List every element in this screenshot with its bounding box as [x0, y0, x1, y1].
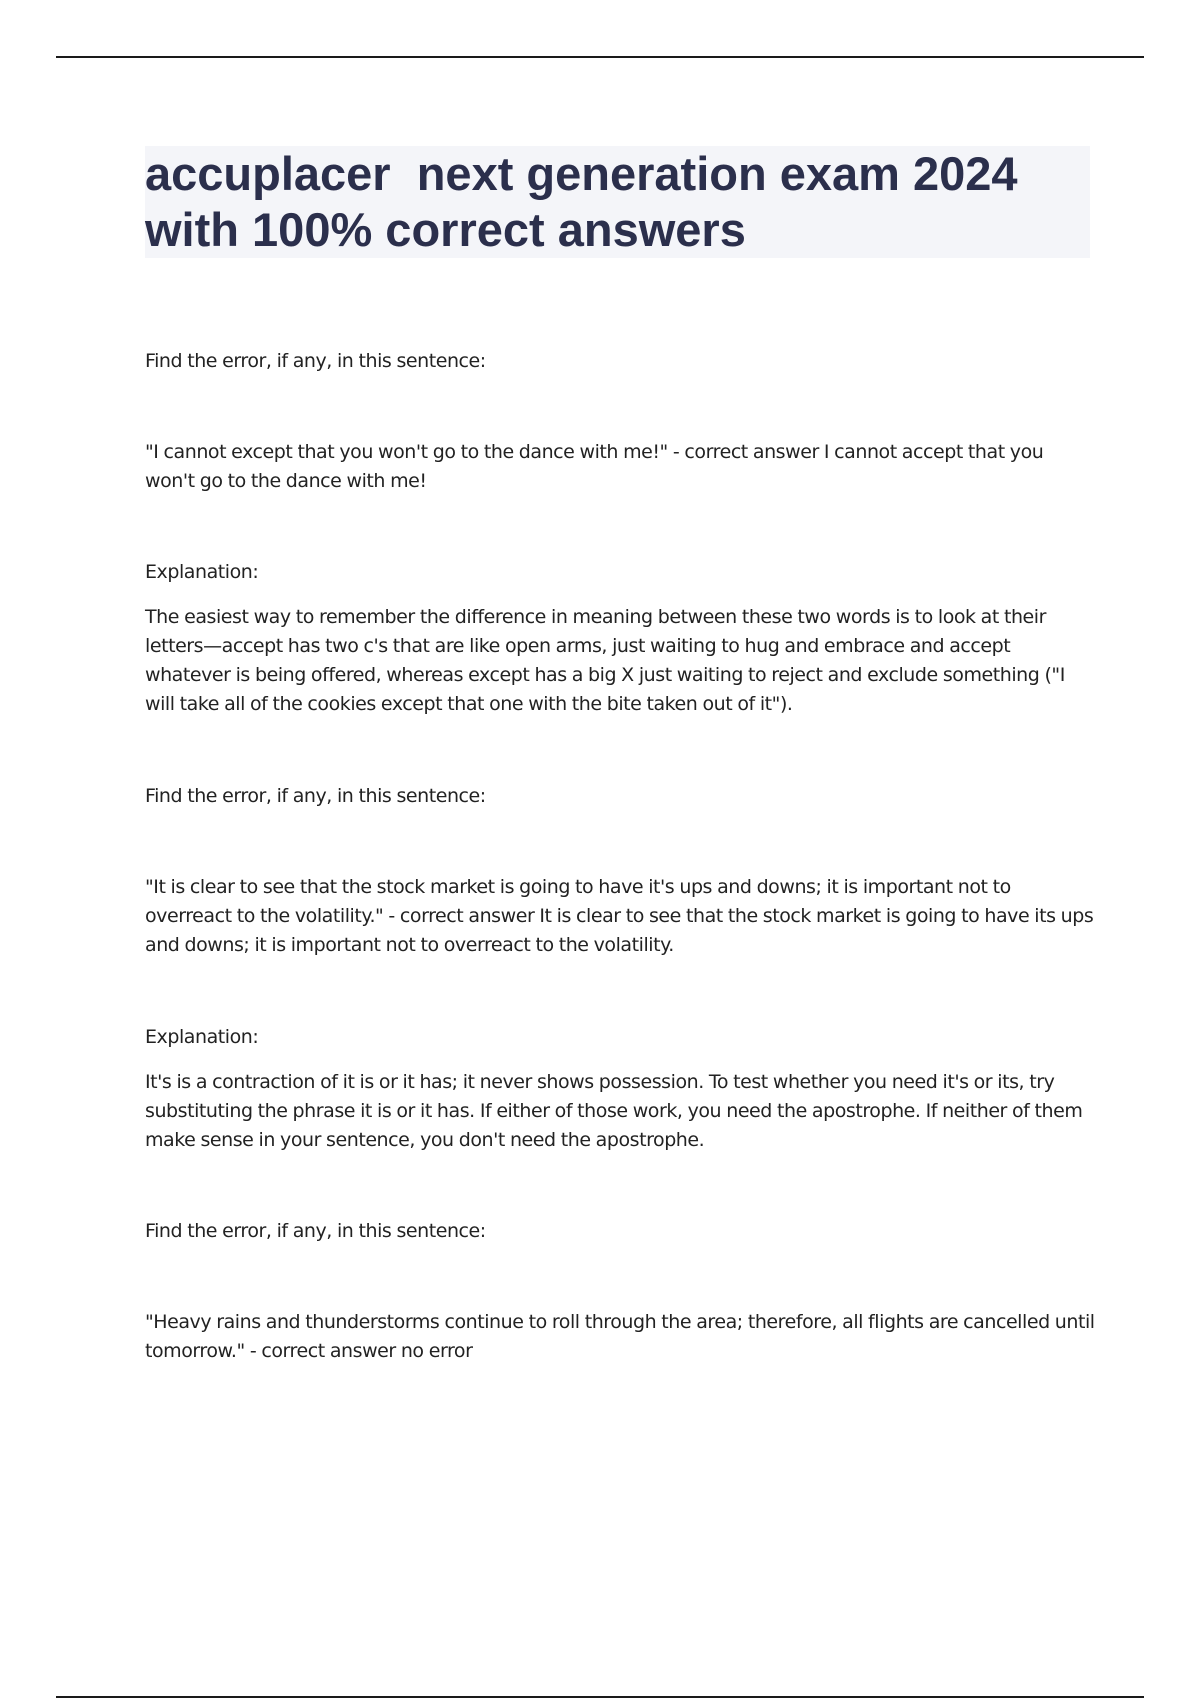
question-prompt-1: Find the error, if any, in this sentence: — [145, 350, 486, 372]
question-prompt-3: Find the error, if any, in this sentence: — [145, 1220, 486, 1242]
question-answer-3: "Heavy rains and thunderstorms continue to roll through the area; therefore, all flights are cancelled until tomorrow." - correct answer no error — [145, 1311, 1095, 1362]
explanation-text-1: The easiest way to remember the difference in meaning between these two words is to look at their letters—accept has two c's that are like open arms, just waiting to hug and embrace and accept whatever is being offered, whereas except has a big X just waiting to reject and exclude something ("I will take all of the cookies except that one with the bite taken out of it"). — [145, 606, 1065, 715]
explanation-label-2: Explanation: — [145, 1026, 259, 1048]
question-prompt-2: Find the error, if any, in this sentence: — [145, 785, 486, 807]
document-title: accuplacer next generation exam 2024 with 100% correct answers — [145, 147, 1031, 256]
explanation-label-1: Explanation: — [145, 561, 259, 583]
bottom-divider — [56, 1696, 1144, 1698]
explanation-text-2: It's is a contraction of it is or it has; it never shows possession. To test whether you need it's or its, try substituting the phrase it is or it has. If either of those work, you need the apostrophe. If neither of them make sense in your sentence, you don't need the apostrophe. — [145, 1071, 1083, 1151]
title-banner — [145, 146, 1090, 258]
top-divider — [56, 56, 1144, 58]
question-answer-1: "I cannot except that you won't go to the dance with me!" - correct answer I cannot accept that you won't go to the dance with me! — [145, 441, 1044, 492]
question-answer-2: "It is clear to see that the stock market is going to have it's ups and downs; it is important not to overreact to the volatility." - correct answer It is clear to see that the stock market is going to have its ups and downs; it is important not to overreact to the volatility. — [145, 876, 1094, 956]
